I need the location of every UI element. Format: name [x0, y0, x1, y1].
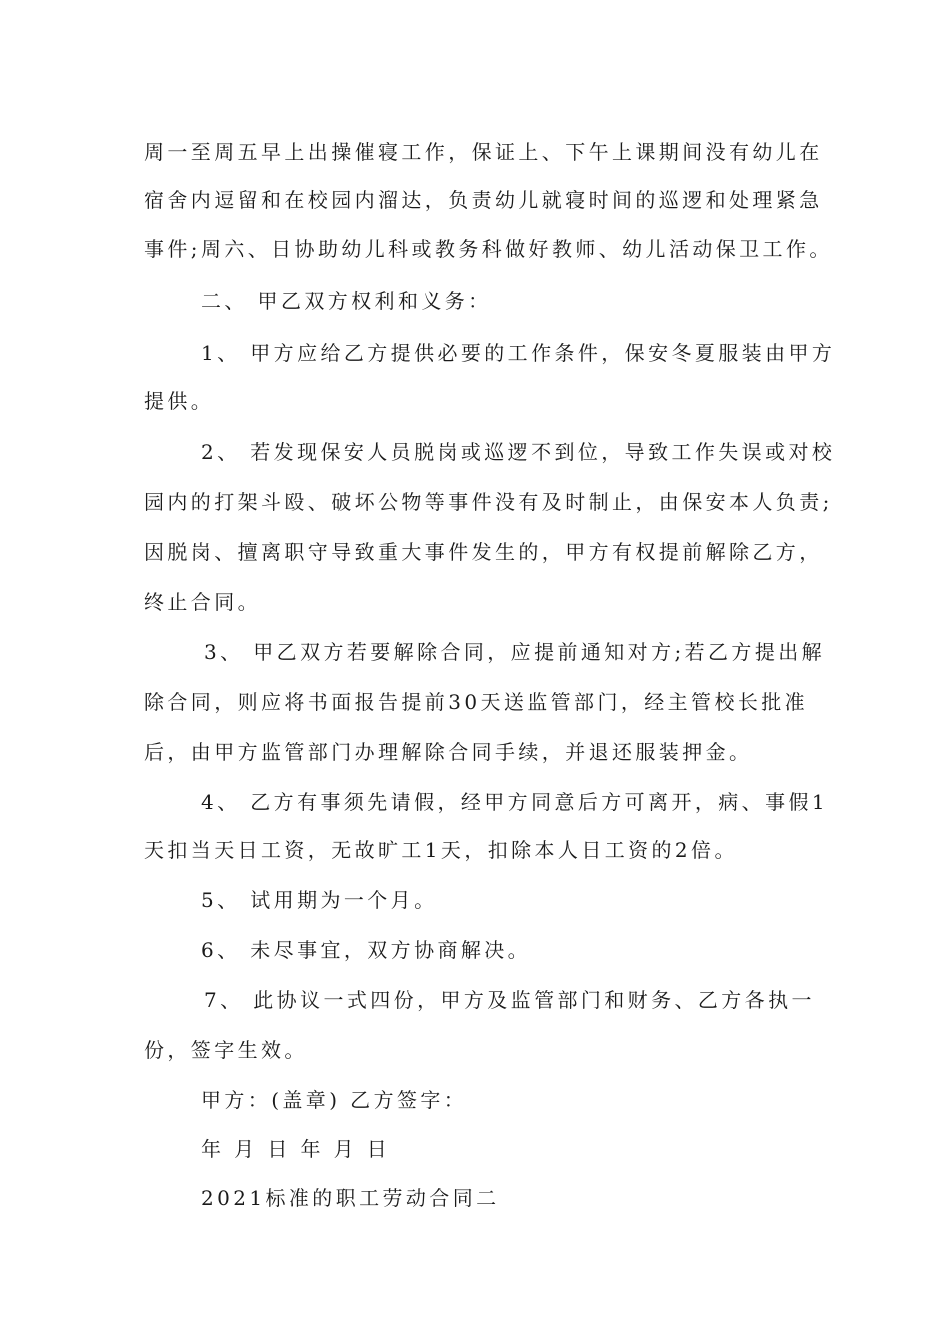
clause-3-line-2: 除合同，则应将书面报告提前30天送监管部门，经主管校长批准	[144, 690, 809, 714]
clause-7-line-1: 7、 此协议一式四份，甲方及监管部门和财务、乙方各执一	[204, 988, 815, 1012]
clause-7-line-2: 份，签字生效。	[144, 1038, 308, 1062]
clause-2-line-2: 园内的打架斗殴、破坏公物等事件没有及时制止，由保安本人负责;	[144, 490, 833, 514]
date-line: 年 月 日 年 月 日	[201, 1137, 391, 1161]
clause-4-line-2: 天扣当天日工资，无故旷工1天，扣除本人日工资的2倍。	[144, 838, 738, 862]
clause-3-line-3: 后，由甲方监管部门办理解除合同手续，并退还服装押金。	[144, 740, 753, 764]
clause-1-line-1: 1、 甲方应给乙方提供必要的工作条件，保安冬夏服装由甲方	[201, 341, 836, 365]
next-contract-title: 2021标准的职工劳动合同二	[201, 1186, 500, 1210]
paragraph-line-duties-3: 事件;周六、日协助幼儿科或教务科做好教师、幼儿活动保卫工作。	[144, 237, 833, 261]
clause-4-line-1: 4、 乙方有事须先请假，经甲方同意后方可离开，病、事假1	[201, 790, 829, 814]
clause-6-line: 6、 未尽事宜，双方协商解决。	[201, 938, 532, 962]
clause-3-line-1: 3、 甲乙双方若要解除合同，应提前通知对方;若乙方提出解	[204, 640, 826, 664]
clause-1-line-2: 提供。	[144, 389, 215, 413]
paragraph-line-duties-1: 周一至周五早上出操催寝工作，保证上、下午上课期间没有幼儿在	[144, 140, 823, 164]
section-heading-rights: 二、 甲乙双方权利和义务：	[201, 289, 492, 313]
clause-2-line-1: 2、 若发现保安人员脱岗或巡逻不到位，导致工作失误或对校	[201, 440, 836, 464]
clause-5-line: 5、 试用期为一个月。	[201, 888, 438, 912]
signature-line: 甲方：(盖章) 乙方签字：	[201, 1088, 468, 1112]
clause-2-line-3: 因脱岗、擅离职守导致重大事件发生的，甲方有权提前解除乙方，	[144, 540, 823, 564]
clause-2-line-4: 终止合同。	[144, 590, 261, 614]
paragraph-line-duties-2: 宿舍内逗留和在校园内溜达，负责幼儿就寝时间的巡逻和处理紧急	[144, 188, 823, 212]
